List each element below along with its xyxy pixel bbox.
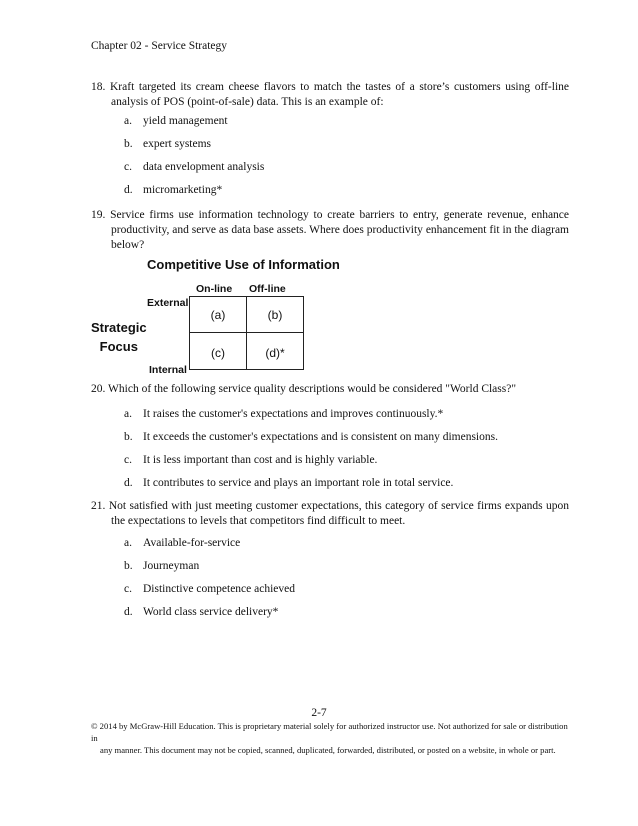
cell-d: (d)* [265,346,285,360]
question-text: Which of the following service quality descriptions would be considered "World Class?" [108,383,517,395]
grid-divider-horizontal [190,332,303,333]
question-number: 18. [91,81,106,93]
option-18d [124,184,222,196]
row-label-external: External [147,297,189,309]
option-letter: b. [124,138,133,150]
option-21c [124,583,295,595]
option-text: It exceeds the customer's expectations and is consistent on many dimensions. [143,431,498,443]
focus-line-2: Focus [99,339,138,354]
column-label-online: On-line [196,283,233,295]
option-21d [124,606,278,618]
cell-a: (a) [210,308,226,322]
copyright-footer [91,720,569,756]
cell-c: (c) [211,346,225,360]
option-text: It contributes to service and plays an important role in total service. [143,477,454,489]
question-number: 19. [91,209,106,221]
option-letter: a. [124,115,132,127]
option-20d [124,477,453,489]
option-letter: a. [124,537,132,549]
option-letter: b. [124,560,133,572]
option-text: data envelopment analysis [143,161,265,173]
option-21b [124,560,199,572]
option-text: World class service delivery* [143,606,279,618]
question-19 [91,208,569,253]
strategic-focus-label [91,318,147,356]
option-20b [124,431,498,443]
row-label-internal: Internal [149,364,187,376]
column-label-offline: Off-line [249,283,286,295]
option-20c [124,454,377,466]
cell-b: (b) [267,308,283,322]
option-letter: d. [124,606,133,618]
option-letter: c. [124,161,132,173]
option-letter: a. [124,408,132,420]
question-number: 21. [91,500,106,512]
copyright-line-2: any manner. This document may not be copied, scanned, duplicated, forwarded, distributed, or posted on a website, in whole or part. [100,745,556,755]
question-18 [91,80,569,110]
option-text: micromarketing* [143,184,223,196]
option-text: It is less important than cost and is highly variable. [143,454,378,466]
option-18c [124,161,264,173]
option-text: Distinctive competence achieved [143,583,295,595]
question-20 [91,382,569,397]
option-letter: d. [124,184,133,196]
option-letter: c. [124,454,132,466]
option-text: expert systems [143,138,212,150]
option-18b [124,138,211,150]
option-20a [124,408,443,420]
option-text: yield management [143,115,228,127]
page-number: 2-7 [311,707,327,719]
option-text: It raises the customer's expectations and improves continuously.* [143,408,444,420]
diagram-grid [189,296,304,370]
option-text: Journeyman [143,560,200,572]
option-letter: b. [124,431,133,443]
question-text: Kraft targeted its cream cheese flavors to match the tastes of a store’s customers using off-line analysis of POS (point-of-sale) data. This is an example of: [110,81,570,108]
question-text: Not satisfied with just meeting customer expectations, this category of service firms expands upon the expectations to levels that competitors find difficult to meet. [108,500,569,527]
copyright-line-1: © 2014 by McGraw-Hill Education. This is proprietary material solely for authorized instructor use. Not authorized for sale or distribution in [91,721,568,743]
focus-line-1: Strategic [91,320,147,335]
question-text: Service firms use information technology to create barriers to entry, generate revenue, enhance productivity, and serve as data base assets. Where does productivity enhancement fit in the diagram below? [110,209,570,251]
page-header: Chapter 02 - Service Strategy [91,40,228,52]
option-18a [124,115,228,127]
option-text: Available-for-service [143,537,241,549]
option-letter: c. [124,583,132,595]
diagram-title: Competitive Use of Information [147,257,340,272]
question-21 [91,499,569,529]
option-21a [124,537,240,549]
question-number: 20. [91,383,106,395]
option-letter: d. [124,477,133,489]
